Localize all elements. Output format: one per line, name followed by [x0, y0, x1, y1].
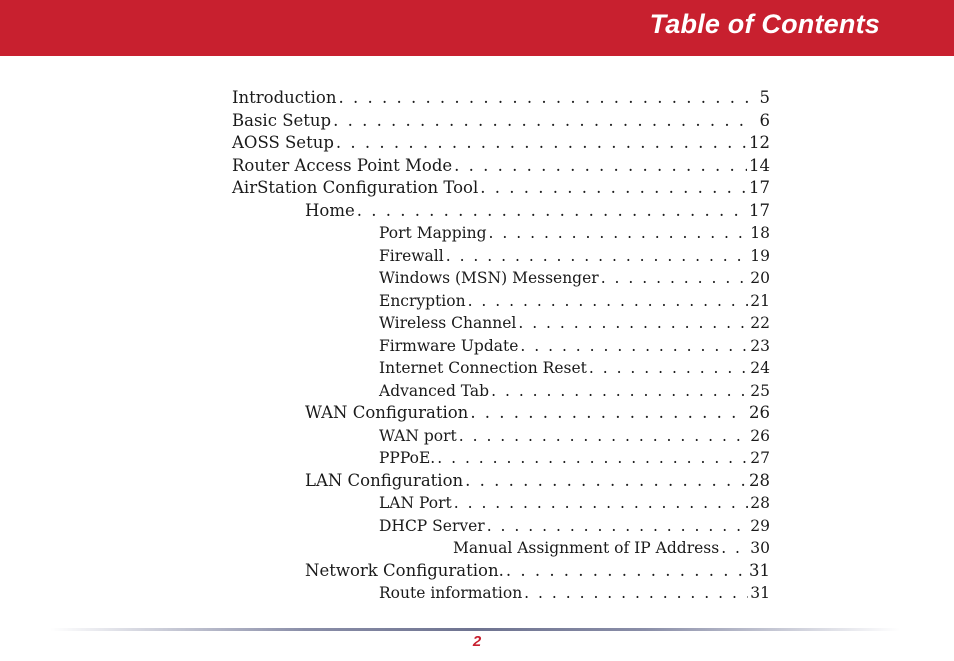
toc-dot-leader — [470, 402, 747, 425]
toc-entry-page: 26 — [750, 426, 770, 445]
toc-entry-label: AOSS Setup — [232, 133, 334, 152]
toc-entry-label: Route information — [379, 584, 523, 602]
toc-entry[interactable] — [232, 537, 770, 560]
toc-entry-label: DHCP Server — [379, 516, 485, 535]
toc-entry-page: 6 — [759, 110, 770, 130]
toc-entry[interactable] — [232, 155, 770, 178]
toc-entry[interactable] — [232, 470, 770, 493]
toc-entry-page: 27 — [750, 449, 770, 467]
toc-dot-leader — [506, 560, 747, 583]
toc-dot-leader — [357, 200, 747, 223]
toc-entry-label: Firewall — [379, 246, 444, 265]
toc-entry-label: Internet Connection Reset — [379, 359, 587, 377]
table-of-contents — [232, 87, 770, 605]
toc-dot-leader — [721, 537, 748, 560]
toc-entry-page: 17 — [749, 200, 770, 220]
toc-dot-leader — [518, 312, 748, 335]
toc-dot-leader — [446, 245, 748, 268]
toc-entry[interactable] — [232, 402, 770, 425]
toc-entry-label: WAN port — [379, 426, 457, 445]
toc-entry-page: 14 — [749, 155, 770, 175]
toc-entry-label: AirStation Configuration Tool — [232, 178, 479, 197]
toc-entry[interactable] — [232, 380, 770, 403]
toc-entry[interactable] — [232, 290, 770, 313]
toc-entry-label: LAN Configuration — [305, 470, 464, 490]
toc-entry-label: Port Mapping — [379, 224, 487, 242]
toc-entry-label: Firmware Update — [379, 336, 519, 355]
toc-entry-label: Introduction — [232, 88, 337, 107]
toc-entry-label: Network Configuration. — [305, 560, 504, 580]
toc-entry[interactable] — [232, 312, 770, 335]
toc-entry-page: 28 — [749, 470, 770, 490]
footer-divider — [50, 628, 900, 631]
toc-entry[interactable] — [232, 357, 770, 380]
toc-entry-label: Advanced Tab — [379, 381, 490, 400]
toc-entry-page: 31 — [750, 584, 770, 602]
toc-entry[interactable] — [232, 447, 770, 470]
toc-dot-leader — [589, 357, 748, 380]
toc-entry[interactable] — [232, 87, 770, 110]
toc-dot-leader — [524, 582, 748, 605]
toc-entry-page: 26 — [749, 403, 770, 422]
toc-entry[interactable] — [232, 200, 770, 223]
toc-entry-page: 19 — [750, 246, 770, 265]
toc-entry[interactable] — [232, 177, 770, 200]
toc-dot-leader — [465, 470, 747, 493]
toc-entry-page: 24 — [750, 359, 770, 377]
toc-dot-leader — [601, 267, 748, 290]
toc-entry-label: LAN Port — [379, 494, 452, 512]
toc-dot-leader — [454, 155, 747, 178]
toc-dot-leader — [459, 425, 748, 448]
toc-entry-page: 23 — [750, 336, 770, 355]
toc-entry-page: 5 — [759, 88, 770, 107]
toc-entry-page: 25 — [750, 381, 770, 400]
toc-entry-page: 18 — [750, 224, 770, 242]
toc-entry-page: 12 — [749, 133, 770, 152]
toc-entry-page: 29 — [750, 516, 770, 535]
toc-entry-page: 17 — [749, 178, 770, 197]
toc-entry[interactable] — [232, 110, 770, 133]
toc-dot-leader — [468, 290, 748, 313]
toc-entry-page: 30 — [750, 539, 770, 557]
toc-entry-page: 20 — [750, 269, 770, 287]
toc-entry-label: Router Access Point Mode — [232, 155, 453, 175]
toc-entry[interactable] — [232, 515, 770, 538]
toc-entry[interactable] — [232, 335, 770, 358]
toc-dot-leader — [520, 335, 748, 358]
toc-entry[interactable] — [232, 132, 770, 155]
toc-entry-page: 22 — [750, 314, 770, 332]
toc-dot-leader — [437, 447, 748, 470]
toc-entry-label: Manual Assignment of IP Address — [453, 539, 720, 557]
toc-dot-leader — [487, 515, 748, 538]
toc-entry-label: Wireless Channel — [379, 314, 517, 332]
toc-dot-leader — [336, 132, 747, 155]
toc-dot-leader — [333, 110, 748, 133]
toc-entry-label: Windows (MSN) Messenger — [379, 269, 599, 287]
toc-entry[interactable] — [232, 492, 770, 515]
toc-entry[interactable] — [232, 425, 770, 448]
toc-entry-label: Home — [305, 200, 355, 220]
toc-entry-page: 21 — [750, 291, 770, 310]
toc-entry[interactable] — [232, 222, 770, 245]
toc-entry-label: WAN Configuration — [305, 403, 469, 422]
toc-entry-label: PPPoE. — [379, 449, 436, 467]
toc-entry-label: Encryption — [379, 291, 466, 310]
toc-entry[interactable] — [232, 582, 770, 605]
toc-entry-page: 31 — [749, 560, 770, 580]
toc-entry[interactable] — [232, 245, 770, 268]
toc-dot-leader — [454, 492, 748, 515]
toc-entry[interactable] — [232, 267, 770, 290]
toc-entry[interactable] — [232, 560, 770, 583]
toc-entry-page: 28 — [750, 494, 770, 512]
toc-dot-leader — [489, 222, 748, 245]
page-number: 2 — [472, 633, 482, 650]
page-title: Table of Contents — [649, 9, 880, 39]
toc-dot-leader — [491, 380, 748, 403]
toc-dot-leader — [339, 87, 749, 110]
toc-dot-leader — [480, 177, 747, 200]
header-bar — [0, 0, 954, 56]
toc-entry-label: Basic Setup — [232, 110, 332, 130]
